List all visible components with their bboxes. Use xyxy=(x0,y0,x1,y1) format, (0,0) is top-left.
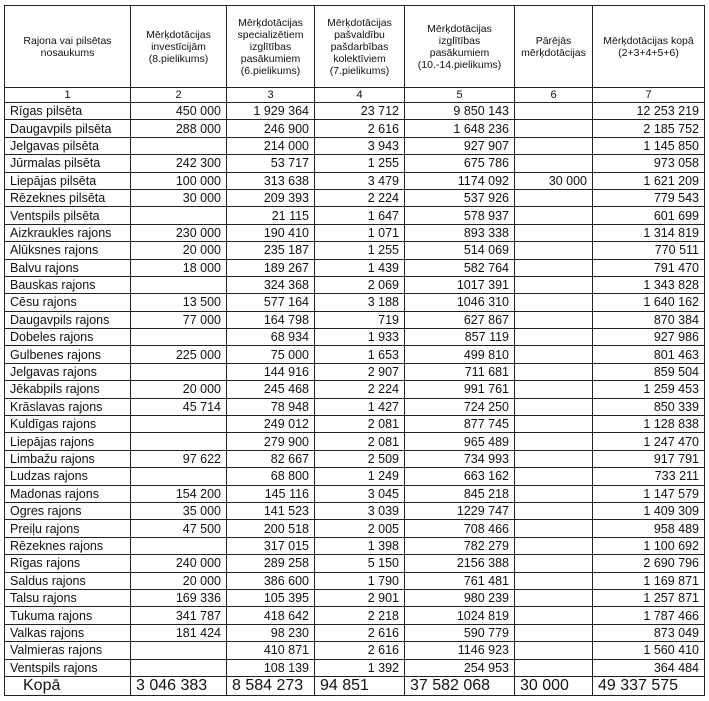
amount-cell xyxy=(515,103,593,120)
amount-cell: 77 000 xyxy=(131,311,227,328)
amount-cell xyxy=(131,137,227,154)
amount-cell: 189 267 xyxy=(227,259,315,276)
amount-cell: 870 384 xyxy=(593,311,705,328)
amount-cell xyxy=(515,311,593,328)
amount-cell xyxy=(131,433,227,450)
amount-cell: 801 463 xyxy=(593,346,705,363)
amount-cell: 537 926 xyxy=(405,189,515,206)
region-name-cell: Rēzeknes rajons xyxy=(5,537,131,554)
amount-cell: 958 489 xyxy=(593,520,705,537)
amount-cell: 386 600 xyxy=(227,572,315,589)
amount-cell: 105 395 xyxy=(227,589,315,606)
amount-cell: 47 500 xyxy=(131,520,227,537)
amount-cell: 965 489 xyxy=(405,433,515,450)
amount-cell xyxy=(515,589,593,606)
region-name-cell: Limbažu rajons xyxy=(5,450,131,467)
table-row xyxy=(5,259,705,276)
amount-cell xyxy=(131,642,227,659)
amount-cell: 3 943 xyxy=(315,137,405,154)
column-header: Mērķdotācijas kopā (2+3+4+5+6) xyxy=(593,6,705,88)
amount-cell: 1 790 xyxy=(315,572,405,589)
amount-cell: 1 929 364 xyxy=(227,103,315,120)
amount-cell: 289 258 xyxy=(227,555,315,572)
table-row xyxy=(5,189,705,206)
table-row xyxy=(5,624,705,641)
amount-cell: 9 850 143 xyxy=(405,103,515,120)
region-name-cell: Madonas rajons xyxy=(5,485,131,502)
amount-cell: 734 993 xyxy=(405,450,515,467)
table-row xyxy=(5,363,705,380)
region-name-cell: Gulbenes rajons xyxy=(5,346,131,363)
table-row xyxy=(5,520,705,537)
amount-cell: 144 916 xyxy=(227,363,315,380)
amount-cell: 23 712 xyxy=(315,103,405,120)
amount-cell: 514 069 xyxy=(405,242,515,259)
amount-cell: 1 249 xyxy=(315,468,405,485)
amount-cell: 181 424 xyxy=(131,624,227,641)
amount-cell: 1 409 309 xyxy=(593,502,705,519)
amount-cell: 98 230 xyxy=(227,624,315,641)
total-cell: 3 046 383 xyxy=(131,676,227,695)
amount-cell: 2 081 xyxy=(315,433,405,450)
amount-cell: 1 933 xyxy=(315,329,405,346)
region-name-cell: Jūrmalas pilsēta xyxy=(5,155,131,172)
amount-cell: 82 667 xyxy=(227,450,315,467)
amount-cell: 145 116 xyxy=(227,485,315,502)
amount-cell xyxy=(515,224,593,241)
amount-cell xyxy=(515,502,593,519)
amount-cell: 973 058 xyxy=(593,155,705,172)
amount-cell: 108 139 xyxy=(227,659,315,676)
amount-cell: 1 147 579 xyxy=(593,485,705,502)
region-name-cell: Liepājas rajons xyxy=(5,433,131,450)
amount-cell: 190 410 xyxy=(227,224,315,241)
amount-cell: 578 937 xyxy=(405,207,515,224)
amount-cell: 2156 388 xyxy=(405,555,515,572)
region-name-cell: Bauskas rajons xyxy=(5,276,131,293)
amount-cell: 75 000 xyxy=(227,346,315,363)
amount-cell xyxy=(515,416,593,433)
amount-cell: 164 798 xyxy=(227,311,315,328)
region-name-cell: Krāslavas rajons xyxy=(5,398,131,415)
amount-cell: 1 560 410 xyxy=(593,642,705,659)
amount-cell: 927 986 xyxy=(593,329,705,346)
table-row xyxy=(5,276,705,293)
table-row xyxy=(5,311,705,328)
region-name-cell: Jēkabpils rajons xyxy=(5,381,131,398)
region-name-cell: Cēsu rajons xyxy=(5,294,131,311)
amount-cell: 450 000 xyxy=(131,103,227,120)
table-body xyxy=(5,103,705,677)
amount-cell: 2 224 xyxy=(315,189,405,206)
amount-cell: 859 504 xyxy=(593,363,705,380)
amount-cell: 2 616 xyxy=(315,624,405,641)
amount-cell xyxy=(515,346,593,363)
amount-cell: 663 162 xyxy=(405,468,515,485)
region-name-cell: Ventspils rajons xyxy=(5,659,131,676)
amount-cell xyxy=(131,537,227,554)
amount-cell: 627 867 xyxy=(405,311,515,328)
amount-cell xyxy=(515,624,593,641)
region-name-cell: Aizkraukles rajons xyxy=(5,224,131,241)
amount-cell: 590 779 xyxy=(405,624,515,641)
amount-cell xyxy=(515,642,593,659)
amount-cell: 3 479 xyxy=(315,172,405,189)
amount-cell: 733 211 xyxy=(593,468,705,485)
column-number: 6 xyxy=(515,88,593,103)
table-row xyxy=(5,207,705,224)
amount-cell: 78 948 xyxy=(227,398,315,415)
amount-cell: 235 187 xyxy=(227,242,315,259)
amount-cell xyxy=(131,468,227,485)
table-row xyxy=(5,329,705,346)
amount-cell: 845 218 xyxy=(405,485,515,502)
table-row xyxy=(5,485,705,502)
table-row xyxy=(5,416,705,433)
amount-cell: 225 000 xyxy=(131,346,227,363)
column-number: 4 xyxy=(315,88,405,103)
amount-cell: 779 543 xyxy=(593,189,705,206)
amount-cell: 1 343 828 xyxy=(593,276,705,293)
amount-cell: 927 907 xyxy=(405,137,515,154)
amount-cell: 200 518 xyxy=(227,520,315,537)
amount-cell: 711 681 xyxy=(405,363,515,380)
amount-cell: 1 647 xyxy=(315,207,405,224)
amount-cell: 154 200 xyxy=(131,485,227,502)
amount-cell: 45 714 xyxy=(131,398,227,415)
amount-cell xyxy=(131,363,227,380)
amount-cell: 1 621 209 xyxy=(593,172,705,189)
amount-cell: 708 466 xyxy=(405,520,515,537)
amount-cell: 254 953 xyxy=(405,659,515,676)
amount-cell: 169 336 xyxy=(131,589,227,606)
amount-cell: 2 218 xyxy=(315,607,405,624)
total-label: Kopā xyxy=(5,676,131,695)
column-header: Mērķdotācijas investīcijām (8.pielikums) xyxy=(131,6,227,88)
amount-cell: 1 653 xyxy=(315,346,405,363)
amount-cell: 719 xyxy=(315,311,405,328)
amount-cell: 2 907 xyxy=(315,363,405,380)
amount-cell: 770 511 xyxy=(593,242,705,259)
amount-cell: 991 761 xyxy=(405,381,515,398)
amount-cell: 1 169 871 xyxy=(593,572,705,589)
amount-cell: 2 901 xyxy=(315,589,405,606)
amount-cell: 1 145 850 xyxy=(593,137,705,154)
amount-cell: 68 800 xyxy=(227,468,315,485)
amount-cell: 100 000 xyxy=(131,172,227,189)
amount-cell: 288 000 xyxy=(131,120,227,137)
table-row xyxy=(5,450,705,467)
amount-cell: 18 000 xyxy=(131,259,227,276)
amount-cell: 877 745 xyxy=(405,416,515,433)
table-row xyxy=(5,572,705,589)
amount-cell: 1 640 162 xyxy=(593,294,705,311)
amount-cell xyxy=(515,276,593,293)
region-name-cell: Tukuma rajons xyxy=(5,607,131,624)
amount-cell: 1 398 xyxy=(315,537,405,554)
region-name-cell: Ogres rajons xyxy=(5,502,131,519)
amount-cell xyxy=(515,120,593,137)
amount-cell: 980 239 xyxy=(405,589,515,606)
table-row xyxy=(5,103,705,120)
amount-cell: 5 150 xyxy=(315,555,405,572)
amount-cell: 893 338 xyxy=(405,224,515,241)
column-number: 2 xyxy=(131,88,227,103)
amount-cell: 242 300 xyxy=(131,155,227,172)
amount-cell xyxy=(131,276,227,293)
amount-cell: 418 642 xyxy=(227,607,315,624)
amount-cell xyxy=(515,137,593,154)
amount-cell: 1 100 692 xyxy=(593,537,705,554)
amount-cell xyxy=(515,207,593,224)
table-row xyxy=(5,433,705,450)
amount-cell: 97 622 xyxy=(131,450,227,467)
amount-cell: 782 279 xyxy=(405,537,515,554)
amount-cell: 582 764 xyxy=(405,259,515,276)
amount-cell: 2 616 xyxy=(315,120,405,137)
total-cell: 8 584 273 xyxy=(227,676,315,695)
column-number: 7 xyxy=(593,88,705,103)
table-row xyxy=(5,555,705,572)
table-row xyxy=(5,172,705,189)
table-row xyxy=(5,346,705,363)
column-number: 3 xyxy=(227,88,315,103)
amount-cell: 324 368 xyxy=(227,276,315,293)
table-row xyxy=(5,224,705,241)
table-row xyxy=(5,381,705,398)
amount-cell: 313 638 xyxy=(227,172,315,189)
amount-cell: 791 470 xyxy=(593,259,705,276)
amount-cell: 1 787 466 xyxy=(593,607,705,624)
amount-cell: 601 699 xyxy=(593,207,705,224)
amount-cell: 2 690 796 xyxy=(593,555,705,572)
amount-cell: 577 164 xyxy=(227,294,315,311)
amount-cell: 245 468 xyxy=(227,381,315,398)
amount-cell xyxy=(131,659,227,676)
column-number: 1 xyxy=(5,88,131,103)
amount-cell: 1 259 453 xyxy=(593,381,705,398)
amount-cell xyxy=(515,363,593,380)
region-name-cell: Rīgas rajons xyxy=(5,555,131,572)
amount-cell xyxy=(515,468,593,485)
amount-cell xyxy=(515,155,593,172)
amount-cell: 917 791 xyxy=(593,450,705,467)
page xyxy=(4,5,705,696)
table-row xyxy=(5,502,705,519)
amount-cell xyxy=(515,259,593,276)
amount-cell: 12 253 219 xyxy=(593,103,705,120)
amount-cell: 20 000 xyxy=(131,381,227,398)
region-name-cell: Rēzeknes pilsēta xyxy=(5,189,131,206)
total-cell: 30 000 xyxy=(515,676,593,695)
amount-cell: 1 648 236 xyxy=(405,120,515,137)
amount-cell: 410 871 xyxy=(227,642,315,659)
amount-cell: 3 045 xyxy=(315,485,405,502)
amount-cell: 761 481 xyxy=(405,572,515,589)
amount-cell: 20 000 xyxy=(131,572,227,589)
amount-cell xyxy=(515,329,593,346)
amount-cell: 214 000 xyxy=(227,137,315,154)
amount-cell: 13 500 xyxy=(131,294,227,311)
column-header: Pārējās mērķdotācijas xyxy=(515,6,593,88)
amount-cell: 20 000 xyxy=(131,242,227,259)
amount-cell xyxy=(515,572,593,589)
amount-cell: 1 247 470 xyxy=(593,433,705,450)
grants-table xyxy=(4,5,705,696)
region-name-cell: Ventspils pilsēta xyxy=(5,207,131,224)
amount-cell: 2 005 xyxy=(315,520,405,537)
column-header: Mērķdotācijas pašvaldību pašdarbības kolektīviem (7.pielikums) xyxy=(315,6,405,88)
amount-cell: 1146 923 xyxy=(405,642,515,659)
amount-cell: 1 255 xyxy=(315,155,405,172)
amount-cell: 1 128 838 xyxy=(593,416,705,433)
column-header: Mērķdotācijas izglītības pasākumiem (10.-14.pielikums) xyxy=(405,6,515,88)
amount-cell: 341 787 xyxy=(131,607,227,624)
table-row xyxy=(5,398,705,415)
table-row xyxy=(5,155,705,172)
amount-cell: 279 900 xyxy=(227,433,315,450)
amount-cell: 1 071 xyxy=(315,224,405,241)
amount-cell xyxy=(515,520,593,537)
column-number: 5 xyxy=(405,88,515,103)
amount-cell: 499 810 xyxy=(405,346,515,363)
region-name-cell: Ludzas rajons xyxy=(5,468,131,485)
amount-cell: 68 934 xyxy=(227,329,315,346)
region-name-cell: Rīgas pilsēta xyxy=(5,103,131,120)
amount-cell xyxy=(515,294,593,311)
region-name-cell: Jelgavas rajons xyxy=(5,363,131,380)
total-row xyxy=(5,676,705,695)
region-name-cell: Valmieras rajons xyxy=(5,642,131,659)
table-row xyxy=(5,537,705,554)
region-name-cell: Daugavpils rajons xyxy=(5,311,131,328)
region-name-cell: Liepājas pilsēta xyxy=(5,172,131,189)
amount-cell: 2 185 752 xyxy=(593,120,705,137)
amount-cell: 317 015 xyxy=(227,537,315,554)
amount-cell: 246 900 xyxy=(227,120,315,137)
amount-cell: 21 115 xyxy=(227,207,315,224)
table-header xyxy=(5,6,705,103)
column-number-row xyxy=(5,88,705,103)
amount-cell: 240 000 xyxy=(131,555,227,572)
region-name-cell: Valkas rajons xyxy=(5,624,131,641)
table-row xyxy=(5,642,705,659)
amount-cell: 1229 747 xyxy=(405,502,515,519)
amount-cell: 53 717 xyxy=(227,155,315,172)
region-name-cell: Kuldīgas rajons xyxy=(5,416,131,433)
amount-cell: 35 000 xyxy=(131,502,227,519)
amount-cell: 2 069 xyxy=(315,276,405,293)
amount-cell xyxy=(515,485,593,502)
table-row xyxy=(5,294,705,311)
amount-cell: 30 000 xyxy=(131,189,227,206)
amount-cell: 1 255 xyxy=(315,242,405,259)
amount-cell xyxy=(515,189,593,206)
amount-cell: 1 439 xyxy=(315,259,405,276)
amount-cell xyxy=(131,329,227,346)
table-row xyxy=(5,120,705,137)
column-header: Mērķdotācijas specializētiem izglītības pasākumiem (6.pielikums) xyxy=(227,6,315,88)
amount-cell: 2 081 xyxy=(315,416,405,433)
amount-cell: 2 509 xyxy=(315,450,405,467)
amount-cell: 873 049 xyxy=(593,624,705,641)
amount-cell: 2 616 xyxy=(315,642,405,659)
amount-cell: 141 523 xyxy=(227,502,315,519)
amount-cell: 1 427 xyxy=(315,398,405,415)
amount-cell xyxy=(515,242,593,259)
region-name-cell: Talsu rajons xyxy=(5,589,131,606)
amount-cell: 1 392 xyxy=(315,659,405,676)
table-row xyxy=(5,468,705,485)
amount-cell xyxy=(515,398,593,415)
amount-cell: 1017 391 xyxy=(405,276,515,293)
region-name-cell: Preiļu rajons xyxy=(5,520,131,537)
table-row xyxy=(5,242,705,259)
amount-cell: 1 257 871 xyxy=(593,589,705,606)
total-cell: 49 337 575 xyxy=(593,676,705,695)
amount-cell xyxy=(515,433,593,450)
amount-cell: 209 393 xyxy=(227,189,315,206)
amount-cell xyxy=(515,659,593,676)
amount-cell: 3 039 xyxy=(315,502,405,519)
table-row xyxy=(5,137,705,154)
amount-cell: 1 314 819 xyxy=(593,224,705,241)
amount-cell xyxy=(515,450,593,467)
amount-cell xyxy=(515,381,593,398)
amount-cell: 724 250 xyxy=(405,398,515,415)
column-header: Rajona vai pilsētas nosaukums xyxy=(5,6,131,88)
region-name-cell: Balvu rajons xyxy=(5,259,131,276)
amount-cell: 364 484 xyxy=(593,659,705,676)
table-row xyxy=(5,607,705,624)
amount-cell: 1024 819 xyxy=(405,607,515,624)
amount-cell: 3 188 xyxy=(315,294,405,311)
region-name-cell: Alūksnes rajons xyxy=(5,242,131,259)
amount-cell: 30 000 xyxy=(515,172,593,189)
amount-cell: 857 119 xyxy=(405,329,515,346)
table-row xyxy=(5,589,705,606)
region-name-cell: Daugavpils pilsēta xyxy=(5,120,131,137)
region-name-cell: Saldus rajons xyxy=(5,572,131,589)
table-footer xyxy=(5,676,705,695)
header-row xyxy=(5,6,705,88)
amount-cell xyxy=(515,537,593,554)
region-name-cell: Dobeles rajons xyxy=(5,329,131,346)
amount-cell: 675 786 xyxy=(405,155,515,172)
amount-cell: 249 012 xyxy=(227,416,315,433)
amount-cell: 2 224 xyxy=(315,381,405,398)
table-row xyxy=(5,659,705,676)
amount-cell: 1046 310 xyxy=(405,294,515,311)
amount-cell: 1174 092 xyxy=(405,172,515,189)
amount-cell xyxy=(131,416,227,433)
total-cell: 37 582 068 xyxy=(405,676,515,695)
region-name-cell: Jelgavas pilsēta xyxy=(5,137,131,154)
amount-cell xyxy=(515,555,593,572)
amount-cell xyxy=(131,207,227,224)
total-cell: 94 851 xyxy=(315,676,405,695)
amount-cell: 230 000 xyxy=(131,224,227,241)
amount-cell xyxy=(515,607,593,624)
amount-cell: 850 339 xyxy=(593,398,705,415)
